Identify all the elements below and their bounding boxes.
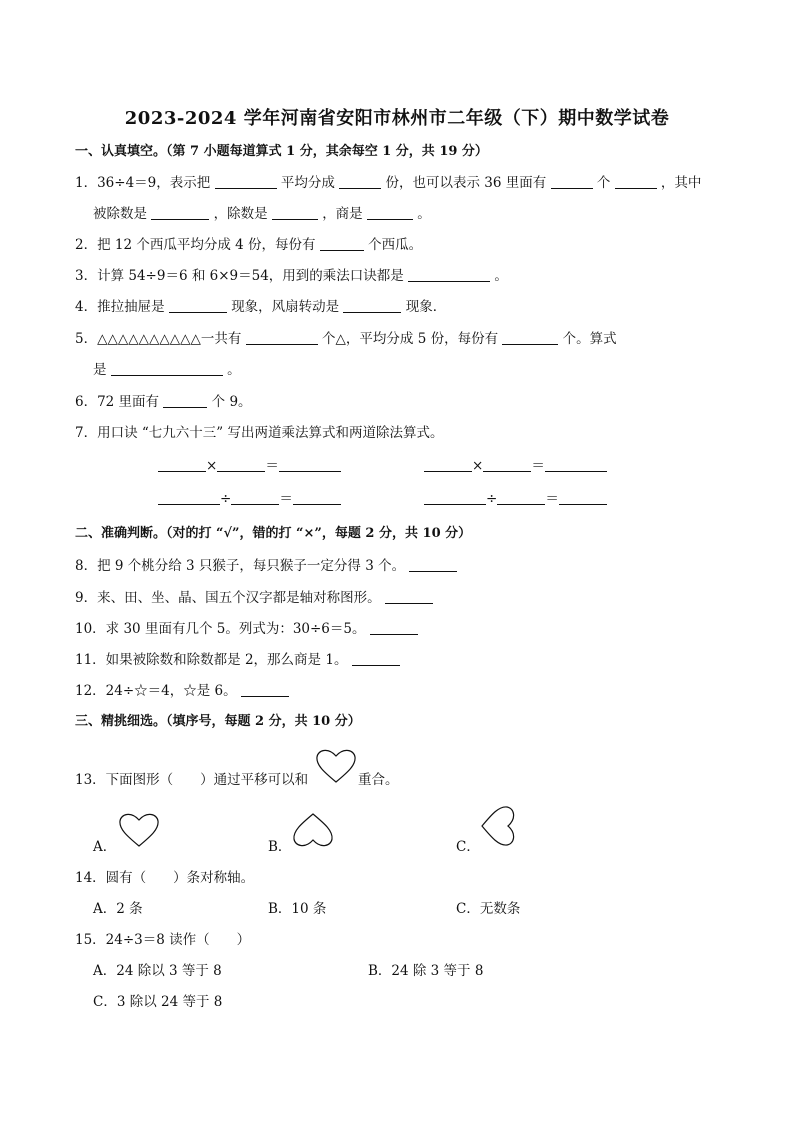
question-5-line1	[75, 330, 617, 348]
answer-blank[interactable]	[343, 298, 401, 313]
heart-rotated-option-icon	[476, 804, 518, 848]
q5-text-a: 5．△△△△△△△△△△一共有	[75, 331, 242, 347]
question-5-line2	[93, 361, 241, 379]
section1-heading: 一、认真填空。（第 7 小题每道算式 1 分，其余每空 1 分，共 19 分）	[75, 144, 488, 159]
q7-division-1	[158, 490, 341, 508]
answer-blank[interactable]	[246, 330, 318, 345]
answer-blank[interactable]	[352, 651, 400, 666]
question-12	[75, 682, 289, 700]
question-10	[75, 620, 418, 638]
answer-blank[interactable]	[424, 490, 486, 505]
q10-text: 10．求 30 里面有几个 5。列式为：30÷6＝5。	[75, 621, 366, 637]
heart-outline-icon	[314, 746, 358, 786]
q9-text: 9．来、田、坐、晶、国五个汉字都是轴对称图形。	[75, 590, 381, 606]
q15-option-a[interactable]: A．24 除以 3 等于 8	[93, 963, 222, 979]
question-3	[75, 267, 508, 285]
answer-blank[interactable]	[151, 205, 209, 220]
q5-text-e: 。	[227, 362, 241, 378]
question-7: 7．用口诀 “七九六十三” 写出两道乘法算式和两道除法算式。	[75, 425, 444, 441]
answer-blank[interactable]	[502, 330, 558, 345]
q1-text-g: ，除数是	[213, 206, 268, 222]
section2-heading: 二、准确判断。（对的打 “√”，错的打 “×”，每题 2 分，共 10 分）	[75, 526, 472, 541]
question-14: 14．圆有（ ）条对称轴。	[75, 870, 255, 886]
q1-text-c: 份，也可以表示 36 里面有	[385, 175, 547, 191]
q7-division-2	[424, 490, 607, 508]
answer-blank[interactable]	[409, 557, 457, 572]
q14-option-a[interactable]: A．2 条	[93, 901, 143, 917]
answer-blank[interactable]	[272, 205, 318, 220]
q1-text-a: 1．36÷4＝9，表示把	[75, 175, 211, 191]
question-9	[75, 589, 433, 607]
answer-blank[interactable]	[241, 682, 289, 697]
answer-blank[interactable]	[111, 361, 223, 376]
question-4	[75, 298, 446, 316]
answer-blank[interactable]	[615, 174, 657, 189]
q7-multiplication-2	[424, 457, 607, 475]
question-15: 15．24÷3＝8 读作（ ）	[75, 932, 251, 948]
q6-text-a: 6．72 里面有	[75, 394, 160, 410]
question-1-line1	[75, 174, 701, 192]
page-title: 2023-2024 学年河南省安阳市林州市二年级（下）期中数学试卷	[124, 108, 670, 129]
answer-blank[interactable]	[370, 620, 418, 635]
question-2	[75, 236, 422, 254]
q4-text-b: 现象，风扇转动是	[231, 299, 340, 315]
q14-option-c[interactable]: C．无数条	[456, 901, 521, 917]
question-1-line2	[93, 205, 431, 223]
heart-inverted-option-icon	[291, 810, 335, 850]
q11-text: 11．如果被除数和除数都是 2，那么商是 1。	[75, 652, 348, 668]
q7-multiplication-1	[158, 457, 341, 475]
answer-blank[interactable]	[545, 457, 607, 472]
q5-text-b: 个△，平均分成 5 份，每份有	[322, 331, 499, 347]
q8-text: 8．把 9 个桃分给 3 只猴子，每只猴子一定分得 3 个。	[75, 558, 406, 574]
q13-option-c[interactable]: C．	[456, 839, 480, 855]
answer-blank[interactable]	[163, 393, 207, 408]
q13-option-a[interactable]: A．	[93, 839, 117, 855]
q1-text-h: ，商是	[322, 206, 363, 222]
q13-text-b: 重合。	[358, 772, 399, 788]
answer-blank[interactable]	[279, 457, 341, 472]
q13-option-b[interactable]: B．	[268, 839, 292, 855]
q1-text-e: ，其中	[660, 175, 702, 191]
answer-blank[interactable]	[424, 457, 472, 472]
answer-blank[interactable]	[367, 205, 413, 220]
section3-heading: 三、精挑细选。（填序号，每题 2 分，共 10 分）	[75, 714, 361, 729]
answer-blank[interactable]	[293, 490, 341, 505]
q1-text-f: 被除数是	[93, 206, 147, 222]
divide-sign: ÷	[486, 491, 498, 507]
answer-blank[interactable]	[497, 490, 545, 505]
answer-blank[interactable]	[385, 589, 433, 604]
q14-option-b[interactable]: B．10 条	[268, 901, 327, 917]
q2-text-b: 个西瓜。	[368, 237, 423, 253]
answer-blank[interactable]	[217, 457, 265, 472]
question-8	[75, 557, 457, 575]
q13-text-a: 13．下面图形（ ）通过平移可以和	[75, 772, 309, 788]
q1-text-d: 个	[596, 175, 611, 191]
equals-sign: ＝	[265, 458, 279, 474]
q1-text-i: 。	[417, 206, 431, 222]
equals-sign: ＝	[545, 491, 559, 507]
answer-blank[interactable]	[483, 457, 531, 472]
q2-text-a: 2．把 12 个西瓜平均分成 4 份，每份有	[75, 237, 316, 253]
q12-text: 12．24÷☆＝4，☆是 6。	[75, 683, 237, 699]
question-13	[75, 771, 308, 789]
answer-blank[interactable]	[408, 267, 490, 282]
equals-sign: ＝	[279, 491, 293, 507]
answer-blank[interactable]	[231, 490, 279, 505]
q1-text-b: 平均分成	[280, 175, 335, 191]
times-sign: ×	[206, 458, 218, 474]
question-11	[75, 651, 400, 669]
q4-text-a: 4．推拉抽屉是	[75, 299, 165, 315]
divide-sign: ÷	[220, 491, 232, 507]
answer-blank[interactable]	[158, 457, 206, 472]
answer-blank[interactable]	[559, 490, 607, 505]
q3-text-b: 。	[494, 268, 508, 284]
q5-text-d: 是	[93, 362, 107, 378]
q15-option-b[interactable]: B．24 除 3 等于 8	[368, 963, 484, 979]
answer-blank[interactable]	[215, 174, 277, 189]
answer-blank[interactable]	[551, 174, 593, 189]
answer-blank[interactable]	[339, 174, 381, 189]
question-6	[75, 393, 252, 411]
equals-sign: ＝	[531, 458, 545, 474]
q5-text-c: 个。算式	[562, 331, 617, 347]
answer-blank[interactable]	[169, 298, 227, 313]
q6-text-b: 个 9。	[211, 394, 252, 410]
heart-upright-option-icon	[117, 810, 161, 850]
q15-option-c[interactable]: C．3 除以 24 等于 8	[93, 994, 223, 1010]
q3-text-a: 3．计算 54÷9＝6 和 6×9＝54，用到的乘法口诀都是	[75, 268, 404, 284]
q4-text-c: 现象．	[405, 299, 447, 315]
times-sign: ×	[472, 458, 484, 474]
answer-blank[interactable]	[320, 236, 364, 251]
answer-blank[interactable]	[158, 490, 220, 505]
